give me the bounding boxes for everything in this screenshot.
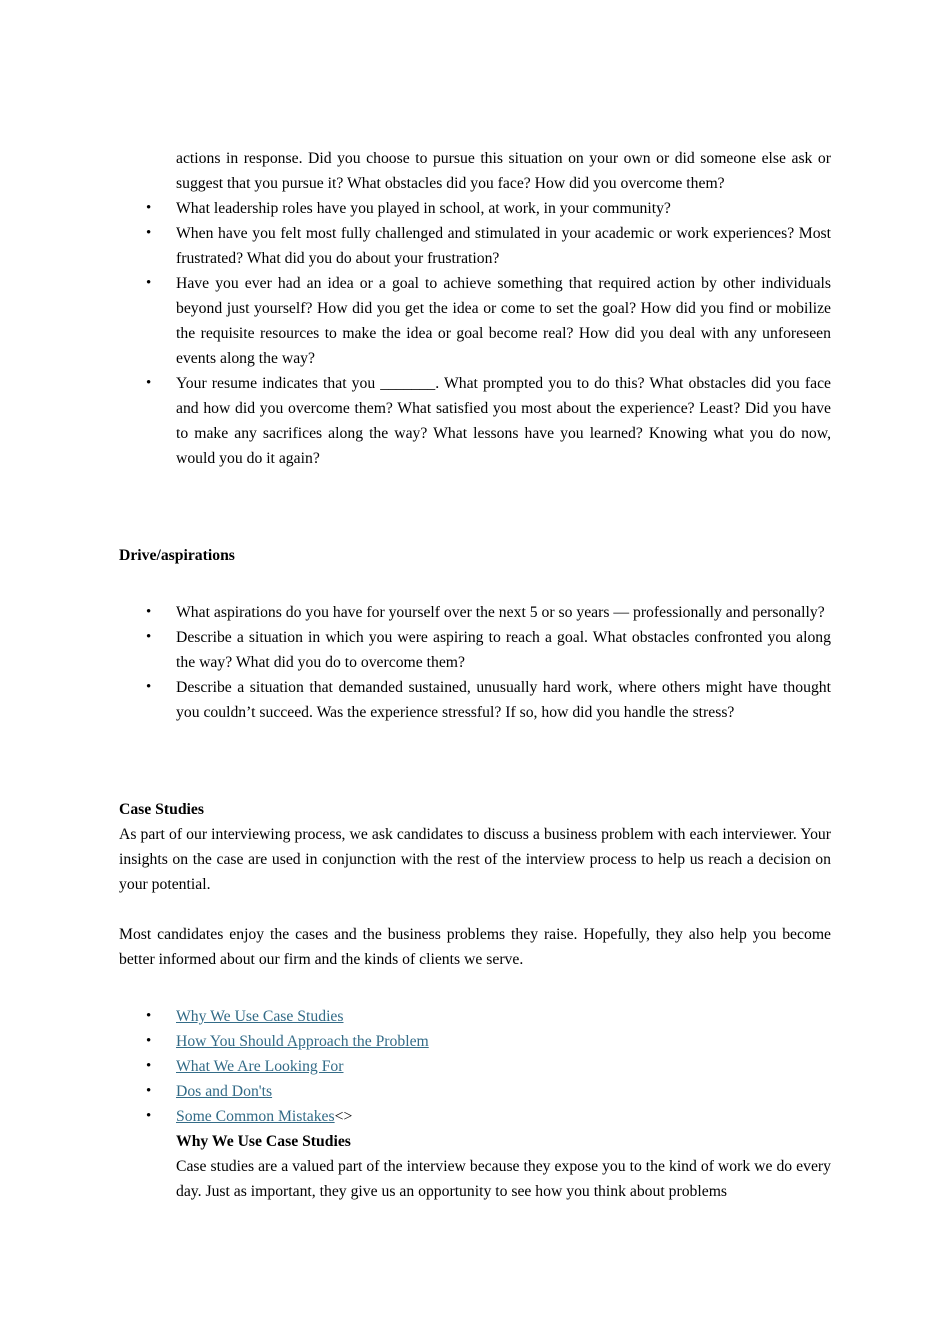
list-item bbox=[119, 1104, 831, 1129]
list-item bbox=[119, 1004, 831, 1029]
bullet-icon: • bbox=[146, 1108, 152, 1124]
list-item bbox=[119, 600, 831, 625]
spacer bbox=[119, 584, 831, 600]
leadership-continued-text: actions in response. Did you choose to pursue this situation on your own or did someone else ask or suggest that you pursue it? What obstacles did you face? How did you overcome them? bbox=[176, 150, 831, 192]
leadership-question: Your resume indicates that you _______. What prompted you to do this? What obstacles did you face and how did you overcome them? What satisfied you most about the experience? Least? Did you have to make any sacrifices along the way? What lessons have you learned? Knowing what you do now, would you do it again? bbox=[176, 375, 831, 467]
case-studies-second-paragraph: Most candidates enjoy the cases and the business problems they raise. Hopefully, they also help you become better informed about our firm and the kinds of clients we serve. bbox=[119, 926, 831, 968]
bullet-icon: • bbox=[146, 629, 152, 645]
leadership-question-list bbox=[119, 196, 831, 471]
bullet-icon: • bbox=[146, 604, 152, 620]
page-content bbox=[119, 146, 831, 1204]
leadership-question: When have you felt most fully challenged and stimulated in your academic or work experiences? Most frustrated? What did you do about your frustration? bbox=[176, 225, 831, 267]
list-item bbox=[119, 1079, 831, 1104]
bullet-icon: • bbox=[146, 1033, 152, 1049]
bullet-icon: • bbox=[146, 679, 152, 695]
bullet-icon: • bbox=[146, 375, 152, 391]
section-heading-case-studies: Case Studies bbox=[119, 801, 204, 818]
list-item bbox=[119, 196, 831, 221]
list-item bbox=[119, 1054, 831, 1079]
leadership-question: What leadership roles have you played in school, at work, in your community? bbox=[176, 200, 671, 217]
list-item bbox=[119, 371, 831, 471]
link-suffix: <> bbox=[334, 1108, 353, 1125]
subsection-heading-why-we-use: Why We Use Case Studies bbox=[176, 1133, 351, 1150]
spacer bbox=[119, 725, 831, 797]
list-item bbox=[119, 271, 831, 371]
bullet-icon: • bbox=[146, 1008, 152, 1024]
link-why-we-use-case-studies[interactable]: Why We Use Case Studies bbox=[176, 1008, 344, 1025]
drive-question-list bbox=[119, 600, 831, 725]
list-item bbox=[119, 1029, 831, 1054]
spacer bbox=[119, 471, 831, 543]
spacer bbox=[119, 897, 831, 922]
link-how-you-should-approach[interactable]: How You Should Approach the Problem bbox=[176, 1033, 429, 1050]
bullet-icon: • bbox=[146, 1058, 152, 1074]
list-item bbox=[119, 675, 831, 725]
list-item bbox=[119, 625, 831, 675]
spacer bbox=[119, 568, 831, 584]
bullet-icon: • bbox=[146, 1083, 152, 1099]
drive-question: Describe a situation in which you were aspiring to reach a goal. What obstacles confronted you along the way? What did you do to overcome them? bbox=[176, 629, 831, 671]
link-dos-and-donts[interactable]: Dos and Don'ts bbox=[176, 1083, 273, 1100]
leadership-question: Have you ever had an idea or a goal to achieve something that required action by other individuals beyond just yourself? How did you get the idea or come to set the goal? How did you find or mobilize the requisite resources to make the idea or goal become real? How did you deal with any unforeseen events along the way? bbox=[176, 275, 831, 367]
list-item bbox=[119, 221, 831, 271]
case-studies-intro-paragraph: As part of our interviewing process, we ask candidates to discuss a business problem with each interviewer. Your insights on the case are used in conjunction with the rest of the interview process to help us reach a decision on your potential. bbox=[119, 826, 831, 893]
section-heading-drive: Drive/aspirations bbox=[119, 547, 235, 564]
bullet-icon: • bbox=[146, 200, 152, 216]
why-we-use-paragraph: Case studies are a valued part of the interview because they expose you to the kind of work we do every day. Just as important, they give us an opportunity to see how you think about problems bbox=[176, 1158, 831, 1200]
drive-question: What aspirations do you have for yourself over the next 5 or so years — professionally and personally? bbox=[176, 604, 825, 621]
spacer bbox=[119, 988, 831, 1004]
drive-question: Describe a situation that demanded sustained, unusually hard work, where others might have thought you couldn’t succeed. Was the experience stressful? If so, how did you handle the stress? bbox=[176, 679, 831, 721]
bullet-icon: • bbox=[146, 225, 152, 241]
case-studies-link-list bbox=[119, 1004, 831, 1129]
link-some-common-mistakes[interactable]: Some Common Mistakes bbox=[176, 1108, 335, 1125]
spacer bbox=[119, 972, 831, 988]
link-what-we-are-looking-for[interactable]: What We Are Looking For bbox=[176, 1058, 344, 1075]
bullet-icon: • bbox=[146, 275, 152, 291]
